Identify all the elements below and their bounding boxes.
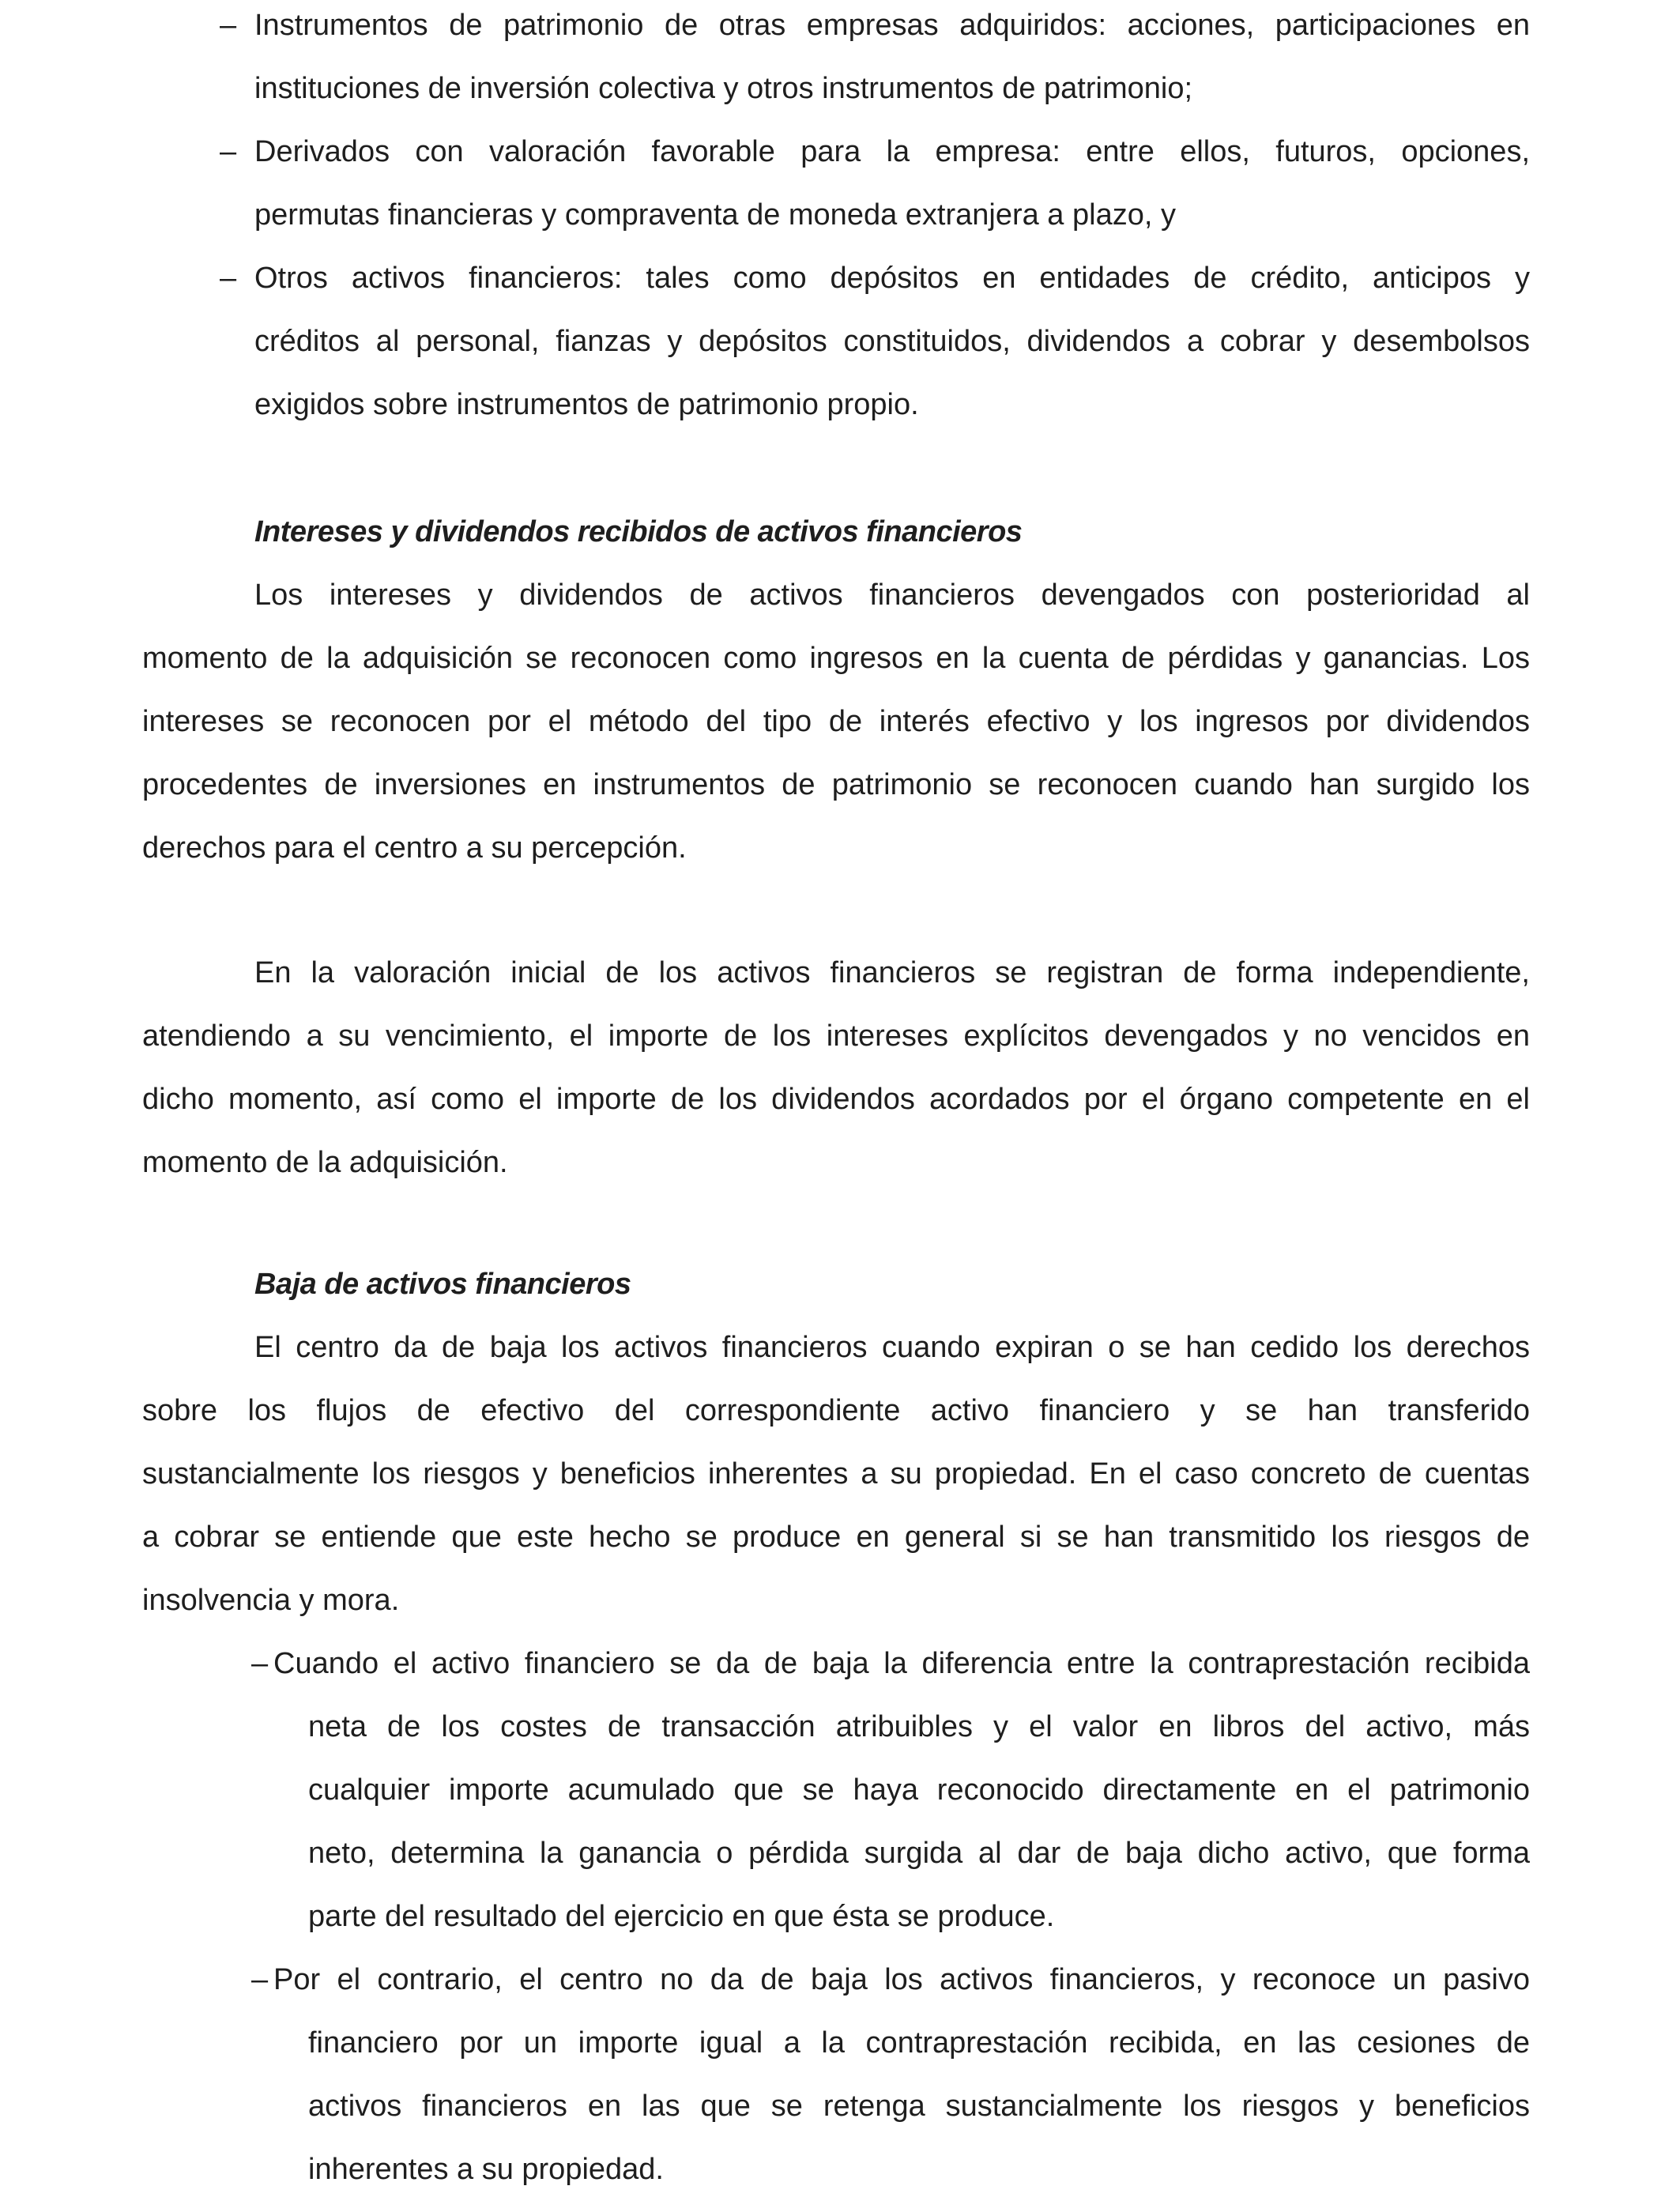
paragraph-line: procedentes de inversiones en instrumentos de patrimonio se reconocen cuando han surgido los xyxy=(142,768,1530,801)
list-item-line: cualquier importe acumulado que se haya reconocido directamente en el patrimonio xyxy=(308,1773,1530,1807)
list-dash: – xyxy=(220,262,237,295)
list-item-line: Por el contrario, el centro no da de baja los activos financieros, y reconoce un pasivo xyxy=(273,1963,1530,1996)
list-dash: – xyxy=(220,9,237,42)
list-dash: – xyxy=(251,1647,269,1680)
list-item-line: neta de los costes de transacción atribuibles y el valor en libros del activo, más xyxy=(308,1710,1530,1743)
paragraph-line: En la valoración inicial de los activos financieros se registran de forma independiente, xyxy=(254,956,1530,989)
list-item-line: instituciones de inversión colectiva y otros instrumentos de patrimonio; xyxy=(254,72,1193,105)
list-item-line: activos financieros en las que se retenga sustancialmente los riesgos y beneficios xyxy=(308,2090,1530,2123)
section-heading: Intereses y dividendos recibidos de activos financieros xyxy=(254,515,1023,548)
list-item-line: inherentes a su propiedad. xyxy=(308,2153,664,2186)
section-baja-activos xyxy=(142,1253,1530,2201)
paragraph-line: Los intereses y dividendos de activos financieros devengados con posterioridad al xyxy=(254,579,1530,612)
section-intereses-dividendos xyxy=(142,500,1530,1194)
list-item-line: permutas financieras y compraventa de moneda extranjera a plazo, y xyxy=(254,198,1176,232)
list-item-line: créditos al personal, fianzas y depósitos constituidos, dividendos a cobrar y desembolsos xyxy=(254,325,1530,358)
list-item xyxy=(142,1632,1530,1948)
paragraph-line: sustancialmente los riesgos y beneficios inherentes a su propiedad. En el caso concreto de cuentas xyxy=(142,1457,1530,1491)
list-item-line: Derivados con valoración favorable para la empresa: entre ellos, futuros, opciones, xyxy=(254,135,1530,168)
paragraph-line: a cobrar se entiende que este hecho se produce en general si se han transmitido los riesgos de xyxy=(142,1521,1530,1554)
paragraph-line: momento de la adquisición se reconocen como ingresos en la cuenta de pérdidas y ganancias. Los xyxy=(142,642,1530,675)
paragraph-line: derechos para el centro a su percepción. xyxy=(142,831,687,865)
paragraph-line: atendiendo a su vencimiento, el importe de los intereses explícitos devengados y no vencidos en xyxy=(142,1019,1530,1053)
list-item-line: financiero por un importe igual a la contraprestación recibida, en las cesiones de xyxy=(308,2026,1530,2060)
list-item-line: Cuando el activo financiero se da de baja la diferencia entre la contraprestación recibida xyxy=(273,1647,1530,1680)
paragraph xyxy=(142,563,1530,880)
list-item xyxy=(142,247,1530,436)
paragraph-line: momento de la adquisición. xyxy=(142,1146,508,1179)
paragraph xyxy=(142,941,1530,1194)
list-item-line: parte del resultado del ejercicio en que ésta se produce. xyxy=(308,1900,1055,1933)
paragraph-line: dicho momento, así como el importe de los dividendos acordados por el órgano competente en el xyxy=(142,1083,1530,1116)
list-item-line: exigidos sobre instrumentos de patrimonio propio. xyxy=(254,388,919,421)
paragraph-line: insolvencia y mora. xyxy=(142,1584,400,1617)
derecognition-list xyxy=(142,1632,1530,2201)
paragraph-line: intereses se reconocen por el método del tipo de interés efectivo y los ingresos por dividendos xyxy=(142,705,1530,738)
list-item xyxy=(142,1948,1530,2201)
section-heading: Baja de activos financieros xyxy=(254,1268,631,1301)
list-item xyxy=(142,0,1530,120)
list-dash: – xyxy=(251,1963,269,1996)
list-item-line: Otros activos financieros: tales como depósitos en entidades de crédito, anticipos y xyxy=(254,262,1530,295)
paragraph-gap xyxy=(142,880,1530,941)
list-item xyxy=(142,120,1530,247)
list-item-line: neto, determina la ganancia o pérdida surgida al dar de baja dicho activo, que forma xyxy=(308,1837,1530,1870)
list-dash: – xyxy=(220,135,237,168)
financial-assets-list xyxy=(142,0,1530,436)
paragraph-line: El centro da de baja los activos financieros cuando expiran o se han cedido los derechos xyxy=(254,1331,1530,1364)
paragraph-line: sobre los flujos de efectivo del correspondiente activo financiero y se han transferido xyxy=(142,1394,1530,1427)
paragraph xyxy=(142,1316,1530,1632)
list-item-line: Instrumentos de patrimonio de otras empresas adquiridos: acciones, participaciones en xyxy=(254,9,1530,42)
